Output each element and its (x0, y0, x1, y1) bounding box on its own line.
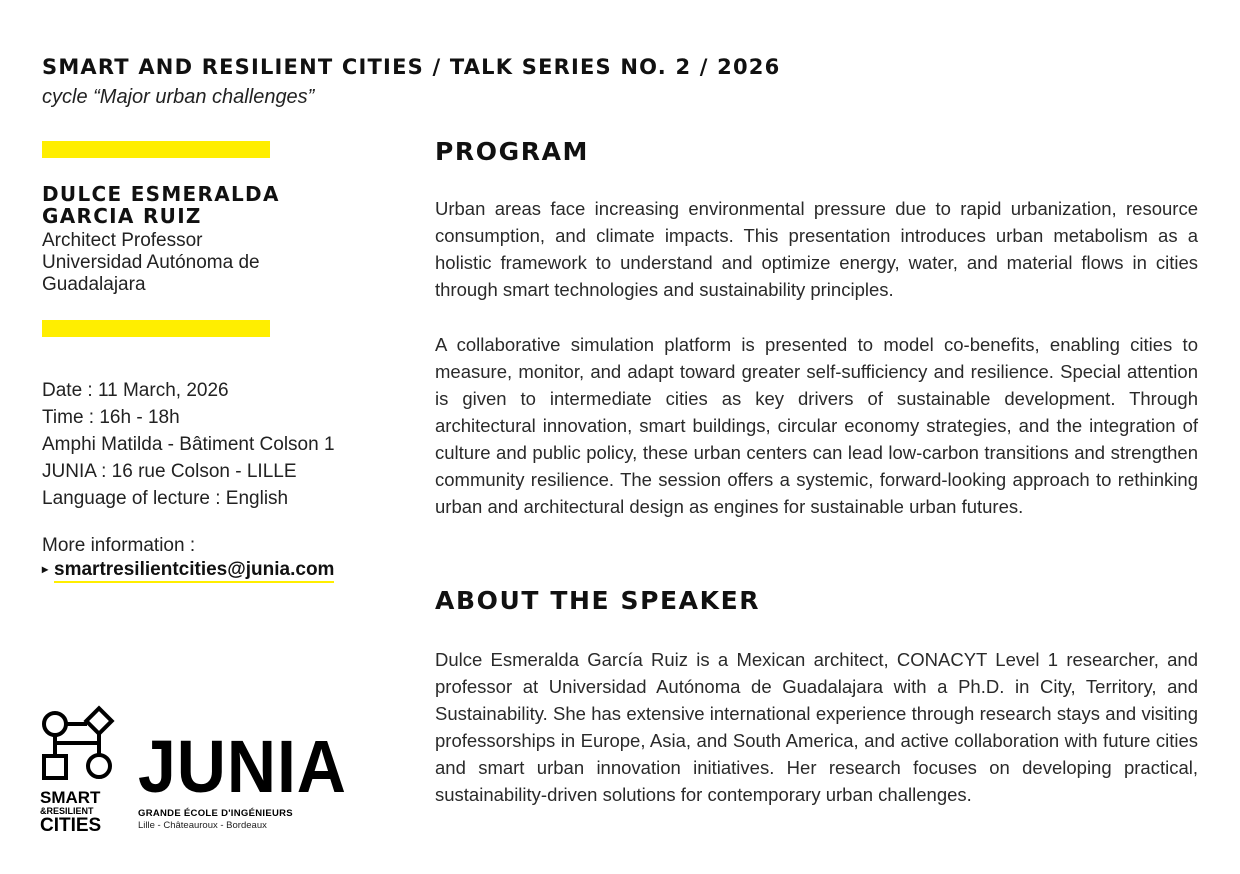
junia-tagline: GRANDE ÉCOLE D'INGÉNIEURS (138, 808, 293, 819)
page-subtitle: cycle “Major urban challenges” (42, 86, 315, 108)
speaker-info (42, 230, 260, 296)
junia-campuses: Lille - Châteauroux - Bordeaux (138, 820, 267, 831)
speaker-affiliation-line2: Guadalajara (42, 274, 146, 295)
email-row (42, 559, 334, 581)
src-logo-line2: &RESILIENT (40, 806, 94, 816)
event-date: Date : 11 March, 2026 (42, 380, 229, 401)
speaker-name (42, 183, 280, 227)
src-logo-line3: CITIES (40, 815, 102, 836)
event-language: Language of lecture : English (42, 488, 289, 509)
about-speaker-paragraph: Dulce Esmeralda García Ruiz is a Mexican architect, CONACYT Level 1 researcher, and professor at Universidad Autónoma de Guadalajara with a Ph.D. in City, Territory, and Sustainability. She has extensive international experience through research stays and visiting professorships in Europe, Asia, and South America, and active collaboration with future cities and smart urban innovation initiatives. Her research focuses on developing practical, sustainability-driven solutions for contemporary urban challenges. (435, 649, 1198, 805)
network-nodes-icon (40, 705, 120, 783)
page-title: SMART AND RESILIENT CITIES / TALK SERIES NO. 2 / 2026 (42, 55, 781, 79)
more-info-label: More information : (42, 535, 196, 556)
yellow-divider-bottom (42, 320, 270, 337)
speaker-affiliation-line1: Universidad Autónoma de (42, 252, 260, 273)
event-room: Amphi Matilda - Bâtiment Colson 1 (42, 434, 335, 455)
smart-resilient-cities-logo (40, 705, 120, 835)
junia-logo (138, 725, 347, 831)
program-paragraph-1: Urban areas face increasing environmental pressure due to rapid urbanization, resource consumption, and climate impacts. This presentation introduces urban metabolism as a holistic framework to understand and optimize energy, water, and material flows in cities through smart technologies and sustainability principles. (435, 198, 1198, 300)
program-paragraph-2: A collaborative simulation platform is presented to model co-benefits, enabling cities to measure, monitor, and adapt toward greater self-sufficiency and resilience. Special attention is given to intermediate cities as key drivers of sustainable development. Through architectural innovation, smart buildings, circular economy strategies, and the integration of culture and public policy, these urban centers can lead low-carbon transitions and strengthen community resilience. The session offers a systemic, forward-looking approach to rethinking urban and architectural design as engines for sustainable urban futures. (435, 334, 1198, 517)
event-address: JUNIA : 16 rue Colson - LILLE (42, 461, 297, 482)
program-heading: PROGRAM (435, 137, 590, 166)
event-details (42, 377, 335, 512)
yellow-divider-top (42, 141, 270, 158)
speaker-role: Architect Professor (42, 230, 203, 251)
email-link[interactable]: smartresilientcities@junia.com (54, 559, 334, 583)
about-speaker-heading: ABOUT THE SPEAKER (435, 586, 761, 615)
speaker-name-line1: DULCE ESMERALDA (42, 182, 280, 206)
event-time: Time : 16h - 18h (42, 407, 180, 428)
arrow-right-icon: ▸ (42, 562, 49, 576)
src-logo-line1: SMART (40, 788, 101, 807)
speaker-name-line2: GARCIA RUIZ (42, 204, 202, 228)
junia-wordmark: JUNIA (138, 725, 347, 808)
